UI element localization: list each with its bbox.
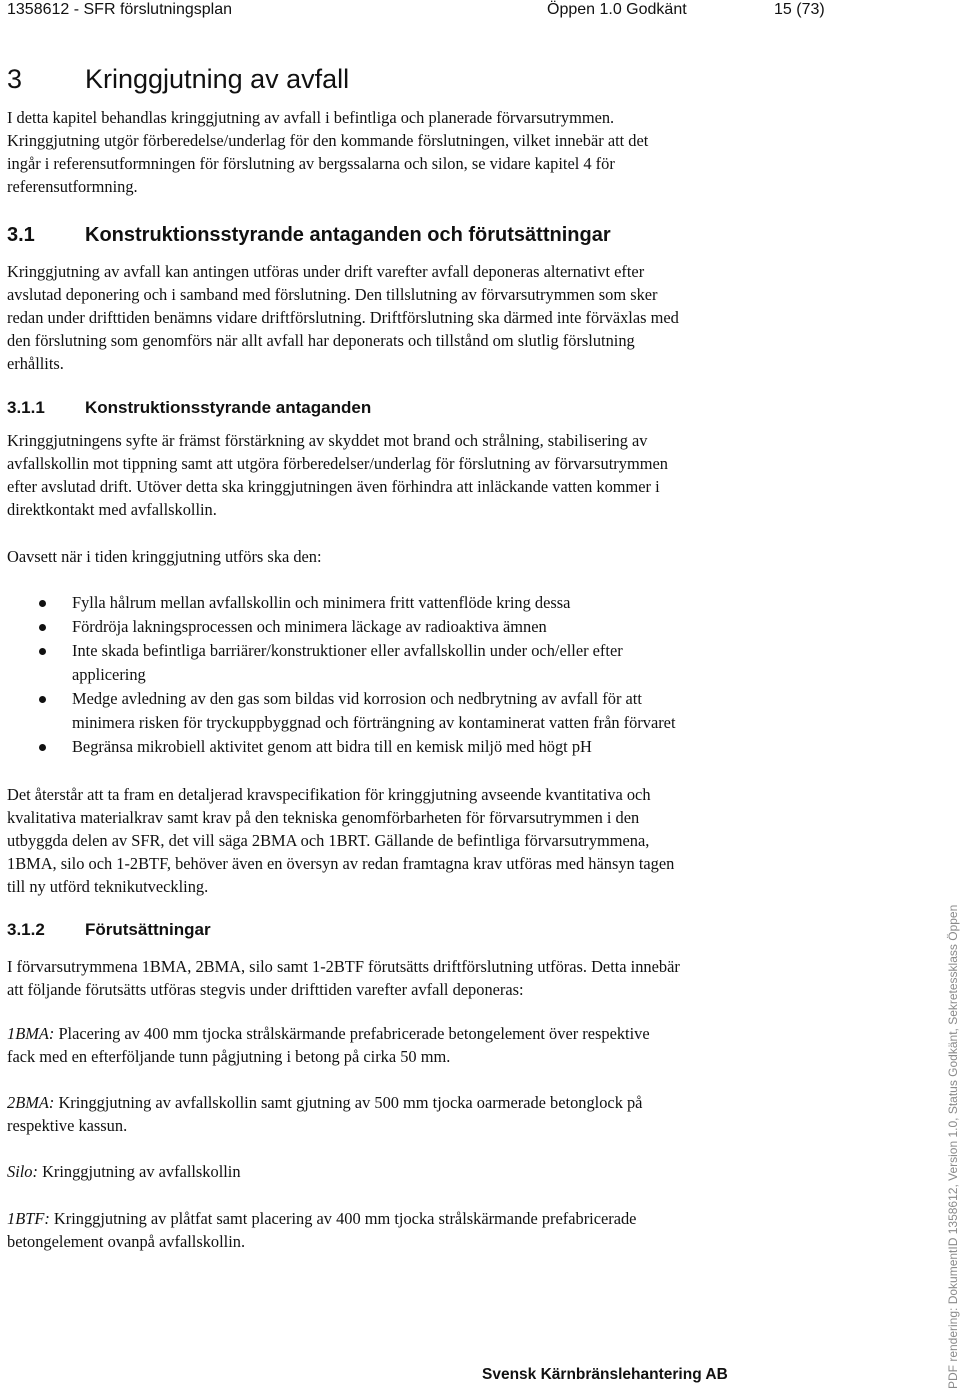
subsection-title: Förutsättningar — [85, 920, 211, 939]
text-line: erhållits. — [7, 354, 64, 373]
section-title: Konstruktionsstyrande antaganden och förutsättningar — [85, 224, 611, 246]
text-line: Det återstår att ta fram en detaljerad kravspecifikation för kringgjutning avseende kvantitativa och — [7, 785, 651, 804]
page-header — [7, 0, 960, 20]
text-line: Kringgjutning utgör förberedelse/underlag för den kommande förslutningen, vilket innebär att det — [7, 131, 649, 150]
text-line: I detta kapitel behandlas kringgjutning av avfall i befintliga och planerade förvarsutrymmen. — [7, 108, 615, 127]
list-item — [7, 735, 837, 759]
bullet-icon — [39, 648, 46, 655]
text-line — [7, 1022, 837, 1045]
item-text: Placering av 400 mm tjocka strålskärmande prefabricerade betongelement över respektive — [54, 1024, 650, 1043]
text-line: respektive kassun. — [7, 1116, 128, 1135]
list-item — [7, 591, 837, 615]
prerequisites-paragraph — [7, 955, 837, 1001]
item-text: Kringgjutning av avfallskollin — [37, 1162, 241, 1181]
bullet-icon — [39, 600, 46, 607]
text-line: direktkontakt med avfallskollin. — [7, 500, 217, 519]
text-line: 1BMA, silo och 1-2BTF, behöver även en översyn av redan framtagna krav utföras med hänsyn tagen — [7, 854, 675, 873]
text-line: Begränsa mikrobiell aktivitet genom att bidra till en kemisk miljö med högt pH — [72, 737, 592, 756]
bullet-icon — [39, 696, 46, 703]
subsection-number: 3.1.2 — [7, 920, 45, 939]
text-line: Fylla hålrum mellan avfallskollin och minimera fritt vattenflöde kring dessa — [72, 593, 571, 612]
text-line: minimera risken för tryckuppbyggnad och förträngning av kontaminerat vatten från förvaret — [72, 713, 676, 732]
text-line: efter avslutad drift. Utöver detta ska kringgjutningen även förhindra att inläckande vatten kommer i — [7, 477, 660, 496]
text-line: Medge avledning av den gas som bildas vid korrosion och nedbrytning av avfall för att — [72, 689, 642, 708]
section-heading — [7, 222, 611, 248]
list-item — [7, 687, 837, 735]
text-line — [7, 1160, 837, 1183]
header-document-title: 1358612 - SFR förslutningsplan — [7, 1, 233, 18]
pdf-rendering-note: PDF rendering: DokumentID 1358612, Version 1.0, Status Godkänt, Sekretessklass Öppen — [946, 904, 960, 1389]
item-label: 1BMA: — [7, 1024, 55, 1043]
list-item — [7, 639, 837, 687]
subsection-number: 3.1.1 — [7, 398, 45, 417]
subsection-title: Konstruktionsstyrande antaganden — [85, 398, 372, 417]
text-line: fack med en efterföljande tunn pågjutning i betong på cirka 50 mm. — [7, 1047, 451, 1066]
remaining-work-paragraph — [7, 783, 837, 898]
section-number: 3.1 — [7, 224, 35, 246]
vault-item-2bma — [7, 1091, 837, 1137]
vault-item-silo — [7, 1160, 837, 1183]
text-line: att följande förutsätts utföras stegvis under drifttiden varefter avfall deponeras: — [7, 980, 524, 999]
text-line: redan under drifttiden benämns vidare driftförslutning. Driftförslutning ska därmed inte förväxlas med — [7, 308, 679, 327]
header-status: Öppen 1.0 Godkänt — [547, 1, 687, 18]
text-line — [7, 1207, 837, 1230]
chapter-number: 3 — [7, 64, 23, 94]
item-label: 2BMA: — [7, 1093, 55, 1112]
list-lead-text: Oavsett när i tiden kringgjutning utförs ska den: — [7, 547, 322, 566]
text-line: avslutad deponering och i samband med förslutning. Den tillslutning av förvarsutrymmen som sker — [7, 285, 658, 304]
text-line: applicering — [72, 665, 146, 684]
item-label: 1BTF: — [7, 1209, 50, 1228]
intro-paragraph — [7, 106, 837, 198]
subsection-paragraph — [7, 429, 837, 521]
text-line: avfallskollin mot tippning samt att utgöra förberedelser/underlag för förslutning av förvarsutrymmen — [7, 454, 668, 473]
chapter-title: Kringgjutning av avfall — [85, 64, 350, 94]
vault-item-1btf — [7, 1207, 837, 1253]
vault-item-1bma — [7, 1022, 837, 1068]
page-footer: Svensk Kärnbränslehantering AB — [482, 1366, 728, 1383]
text-line: den förslutning som genomförs när allt avfall har deponerats och tillstånd om slutlig förslutning — [7, 331, 635, 350]
requirements-list — [7, 591, 837, 759]
text-line — [7, 1091, 837, 1114]
text-line: Kringgjutningens syfte är främst förstärkning av skyddet mot brand och strålning, stabilisering av — [7, 431, 648, 450]
bullet-icon — [39, 744, 46, 751]
item-text: Kringgjutning av plåtfat samt placering av 400 mm tjocka strålskärmande prefabricerade — [49, 1209, 637, 1228]
section-paragraph — [7, 260, 837, 375]
subsection-heading — [7, 919, 211, 941]
text-line: Fördröja lakningsprocessen och minimera läckage av radioaktiva ämnen — [72, 617, 547, 636]
header-page-number: 15 (73) — [774, 1, 825, 18]
text-line: betongelement ovanpå avfallskollin. — [7, 1232, 246, 1251]
chapter-heading — [7, 62, 349, 96]
text-line: referensutformning. — [7, 177, 138, 196]
subsection-heading — [7, 397, 371, 419]
text-line: kvalitativa materialkrav samt krav på den tekniska genomförbarheten för förvarsutrymmen i den — [7, 808, 640, 827]
bullet-icon — [39, 624, 46, 631]
text-line: Kringgjutning av avfall kan antingen utföras under drift varefter avfall deponeras alternativt efter — [7, 262, 645, 281]
text-line: I förvarsutrymmena 1BMA, 2BMA, silo samt 1-2BTF förutsätts driftförslutning utföras. Detta innebär — [7, 957, 680, 976]
text-line: Inte skada befintliga barriärer/konstruktioner eller avfallskollin under och/eller efter — [72, 641, 623, 660]
text-line: ingår i referensutformningen för förslutning av bergssalarna och silon, se vidare kapitel 4 för — [7, 154, 615, 173]
text-line: utbyggda delen av SFR, det vill säga 2BMA och 1BRT. Gällande de befintliga förvarsutrymmena, — [7, 831, 650, 850]
list-item — [7, 615, 837, 639]
item-text: Kringgjutning av avfallskollin samt gjutning av 500 mm tjocka oarmerade betonglock på — [54, 1093, 643, 1112]
text-line: till ny utförd teknikutveckling. — [7, 877, 209, 896]
item-label: Silo: — [7, 1162, 38, 1181]
